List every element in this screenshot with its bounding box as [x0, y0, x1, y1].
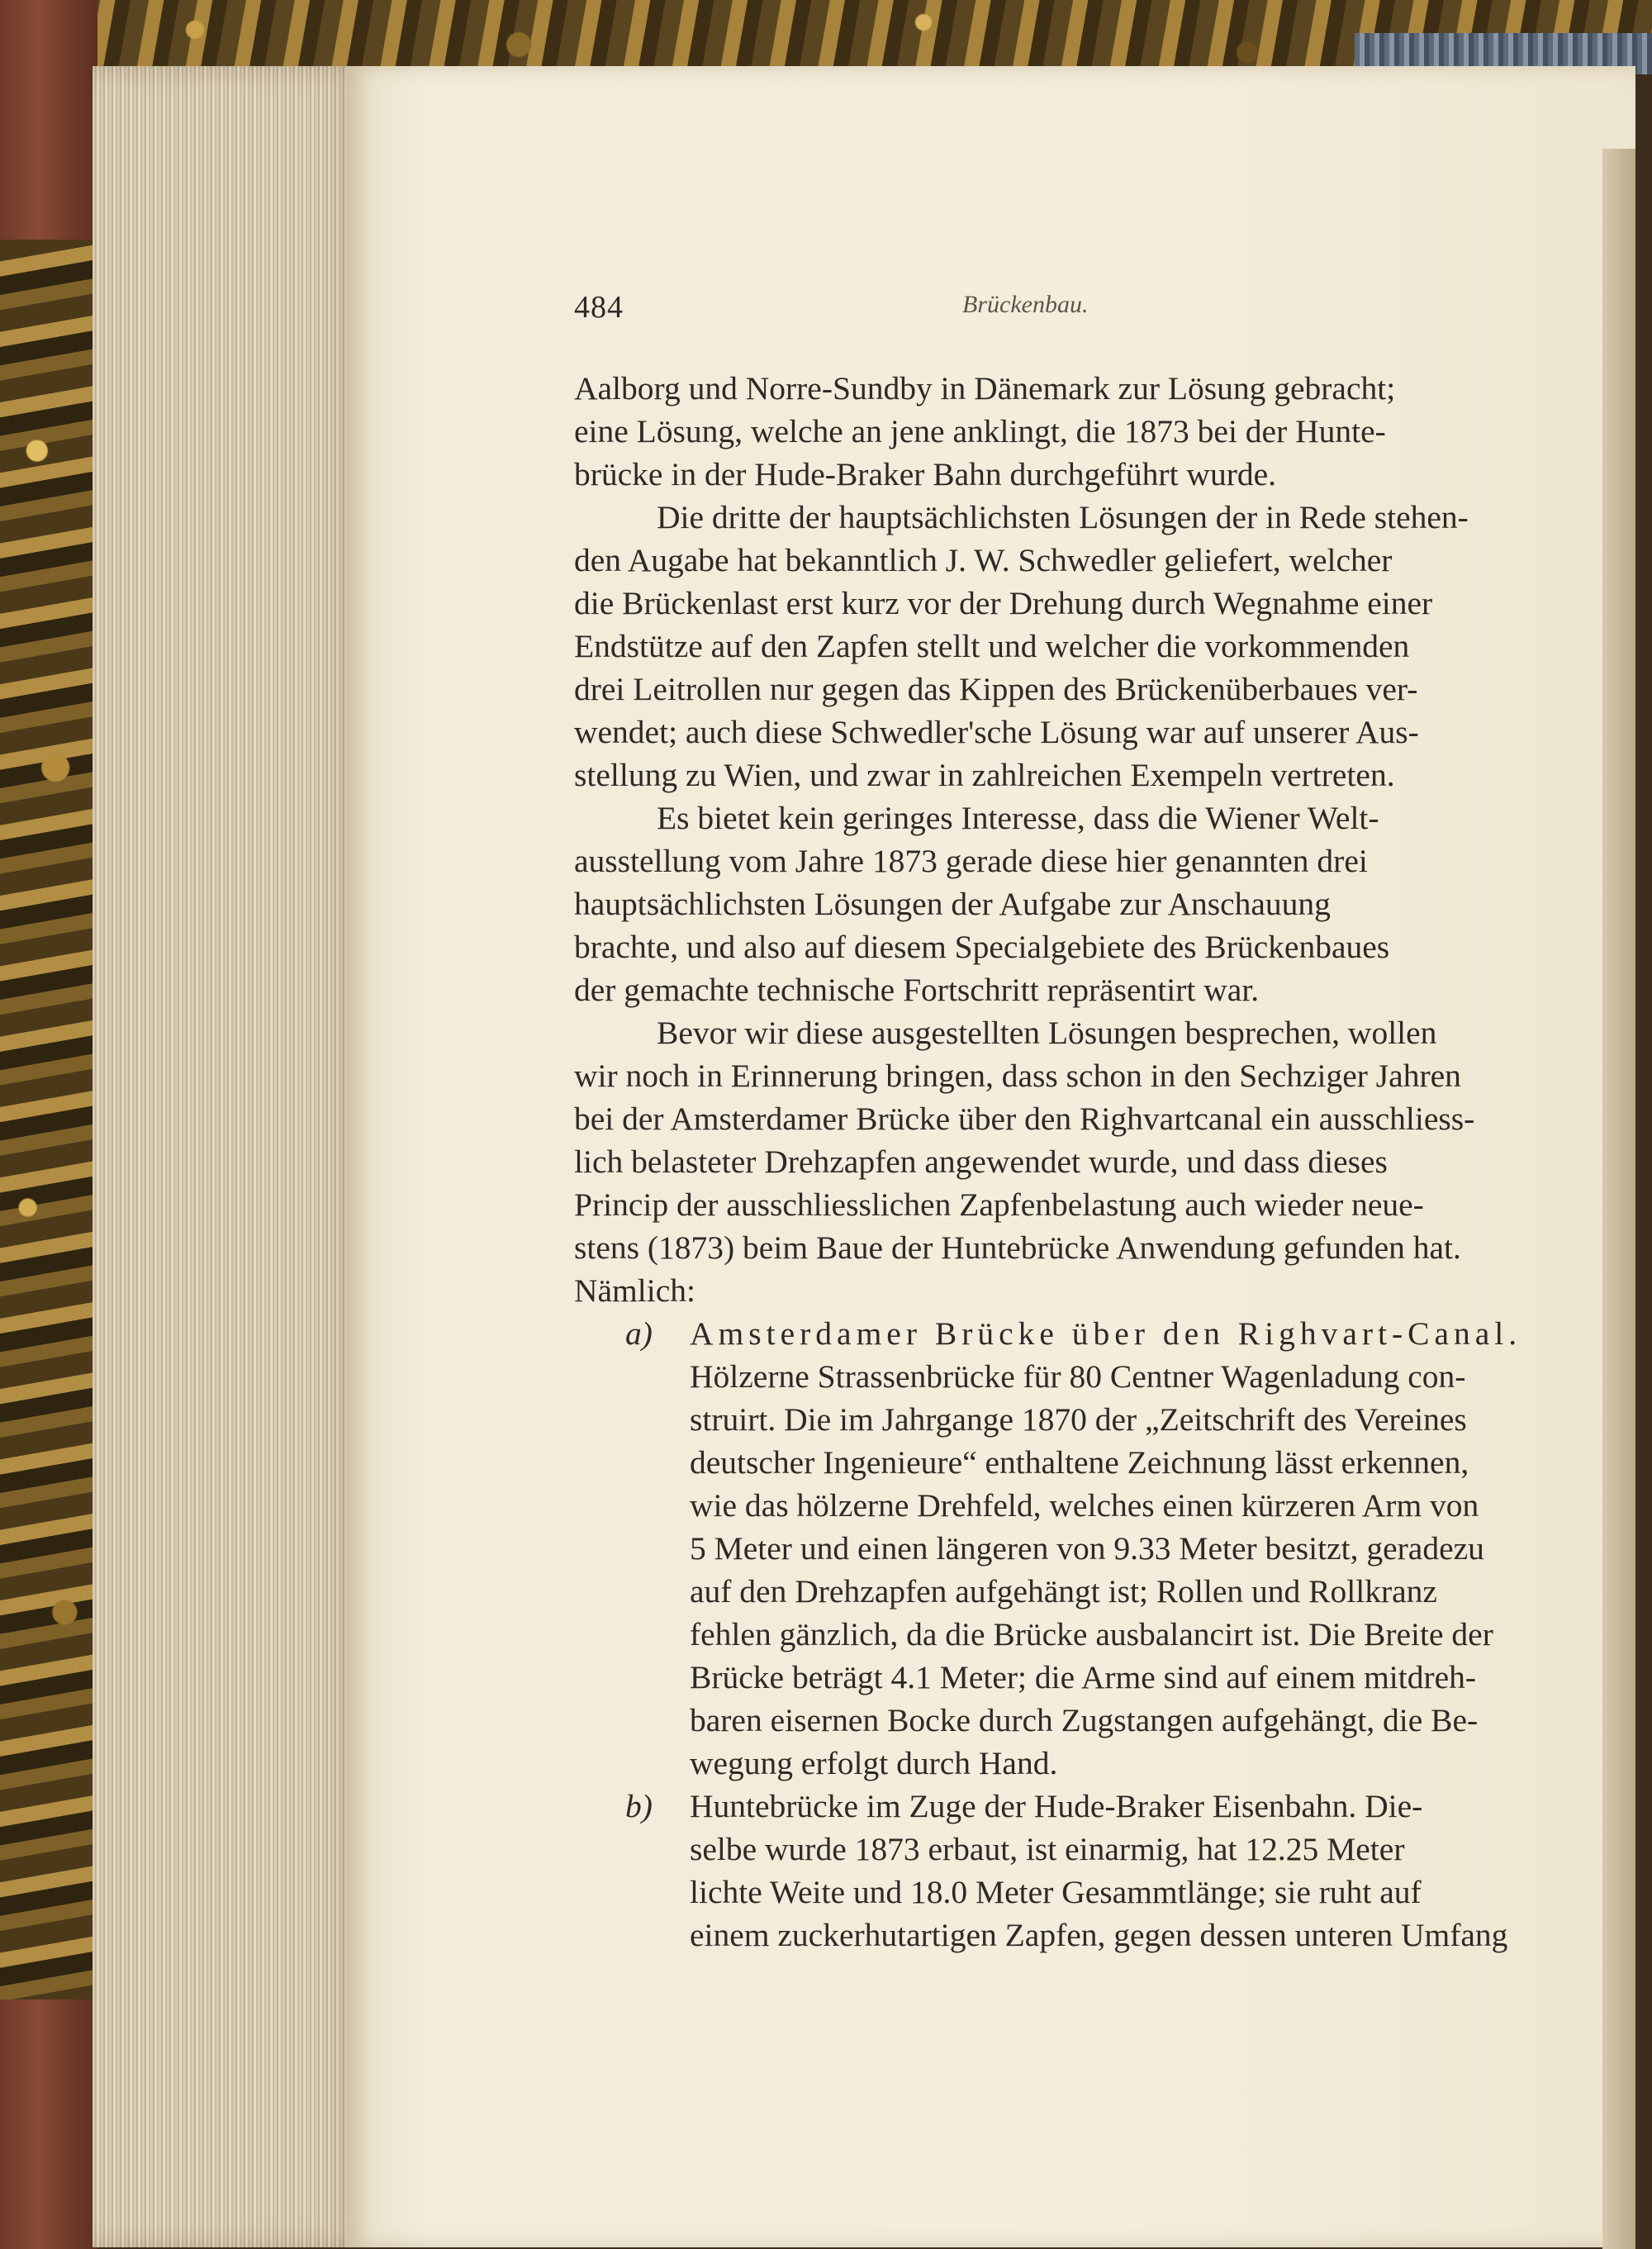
text-line: drei Leitrollen nur gegen das Kippen des Brückenüberbaues ver- — [574, 671, 1418, 707]
paragraph-3 — [574, 796, 1557, 1011]
text-line: wendet; auch diese Schwedler'sche Lösung war auf unserer Aus- — [574, 714, 1419, 750]
text-line: stellung zu Wien, und zwar in zahlreichen Exempeln vertreten. — [574, 757, 1395, 793]
item-marker: b) — [625, 1788, 653, 1824]
text-line: struirt. Die im Jahrgange 1870 der „Zeitschrift des Vereines — [690, 1401, 1467, 1438]
text-line: der gemachte technische Fortschritt repräsentirt war. — [574, 972, 1260, 1008]
paragraph-4 — [574, 1011, 1557, 1312]
page-number: 484 — [574, 290, 624, 325]
text-line: Hölzerne Strassenbrücke für 80 Centner Wagenladung con- — [690, 1358, 1466, 1395]
text-line: wir noch in Erinnerung bringen, dass schon in den Sechziger Jahren — [574, 1058, 1461, 1094]
text-line: Aalborg und Norre-Sundby in Dänemark zur Lösung gebracht; — [574, 370, 1396, 407]
text-line: eine Lösung, welche an jene anklingt, die 1873 bei der Hunte- — [574, 413, 1386, 449]
item-heading: Amsterdamer Brücke über den Righvart-Canal. — [690, 1315, 1522, 1352]
book-page — [347, 66, 1635, 2247]
text-line: Nämlich: — [574, 1272, 695, 1309]
text-line: Die dritte der hauptsächlichsten Lösungen der in Rede stehen- — [657, 499, 1469, 535]
text-line: deutscher Ingenieure“ enthaltene Zeichnung lässt erkennen, — [690, 1444, 1469, 1481]
text-line: lichte Weite und 18.0 Meter Gesammtlänge; sie ruht auf — [690, 1874, 1422, 1910]
text-line: ausstellung vom Jahre 1873 gerade diese hier genannten drei — [574, 843, 1368, 879]
page-block-edges — [93, 66, 365, 2247]
text-line: 5 Meter und einen längeren von 9.33 Meter besitzt, geradezu — [690, 1530, 1484, 1567]
paragraph-1 — [574, 367, 1557, 496]
item-a-text — [690, 1312, 1557, 1785]
item-marker: a) — [625, 1315, 653, 1352]
page-text — [574, 289, 1557, 1957]
text-line: Endstütze auf den Zapfen stellt und welcher die vorkommenden — [574, 628, 1410, 664]
text-line: selbe wurde 1873 erbaut, ist einarmig, hat 12.25 Meter — [690, 1831, 1405, 1867]
text-line: auf den Drehzapfen aufgehängt ist; Rollen und Rollkranz — [690, 1573, 1437, 1609]
text-line: einem zuckerhutartigen Zapfen, gegen dessen unteren Umfang — [690, 1917, 1508, 1953]
marbled-board-left — [0, 240, 93, 1999]
text-line: Brücke beträgt 4.1 Meter; die Arme sind auf einem mitdreh- — [690, 1659, 1477, 1695]
text-line: brachte, und also auf diesem Specialgebiete des Brückenbaues — [574, 929, 1390, 965]
list-item-a — [574, 1312, 1557, 1785]
text-line: wegung erfolgt durch Hand. — [690, 1745, 1058, 1781]
text-line: Es bietet kein geringes Interesse, dass die Wiener Welt- — [657, 800, 1379, 836]
text-line: baren eisernen Bocke durch Zugstangen aufgehängt, die Be- — [690, 1702, 1479, 1738]
text-line: die Brückenlast erst kurz vor der Drehung durch Wegnahme einer — [574, 585, 1433, 621]
text-line: Bevor wir diese ausgestellten Lösungen besprechen, wollen — [657, 1015, 1437, 1051]
text-line: lich belasteter Drehzapfen angewendet wurde, und dass dieses — [574, 1144, 1388, 1180]
item-b-text — [690, 1785, 1557, 1957]
text-line: den Augabe hat bekanntlich J. W. Schwedler geliefert, welcher — [574, 542, 1393, 578]
text-line: Princip der ausschliesslichen Zapfenbelastung auch wieder neue- — [574, 1186, 1424, 1223]
text-line: brücke in der Hude-Braker Bahn durchgeführt wurde. — [574, 456, 1277, 492]
text-line: fehlen gänzlich, da die Brücke ausbalancirt ist. Die Breite der — [690, 1616, 1493, 1652]
paragraph-2 — [574, 496, 1557, 796]
text-line: bei der Amsterdamer Brücke über den Righvartcanal ein ausschliess- — [574, 1101, 1475, 1137]
text-line: Huntebrücke im Zuge der Hude-Braker Eisenbahn. Die- — [690, 1788, 1423, 1824]
page-gutter-right — [1602, 149, 1635, 2249]
list-item-b — [574, 1785, 1557, 1957]
running-title: Brückenbau. — [962, 291, 1089, 318]
text-line: hauptsächlichsten Lösungen der Aufgabe zur Anschauung — [574, 886, 1331, 922]
text-line: wie das hölzerne Drehfeld, welches einen kürzeren Arm von — [690, 1487, 1479, 1524]
text-line: stens (1873) beim Baue der Huntebrücke Anwendung gefunden hat. — [574, 1229, 1461, 1266]
running-head — [574, 289, 1557, 335]
